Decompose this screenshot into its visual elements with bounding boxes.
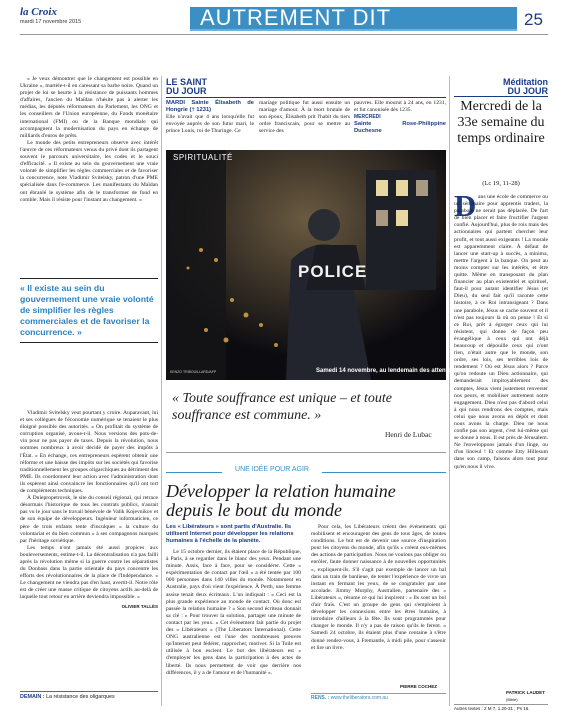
newspaper-logo: la Croix [20,6,57,18]
meditation-reference: (Lc 19, 11-28) [482,180,520,187]
paragraph: Le monde des petits entrepreneurs observe avec intérêt l'œuvre de ces réformateurs venus du privé dont ils partagent souvent le parcours universitaire, les codes et le souci d'efficacité. « Il existe au sein du gouvernement une vraie volonté de simplifier les règles commerciales et de favoriser la concurrence, note Vladimir Svitelsky, patron d'une PME spécialisée dans l'e-commerce. Les manifestants du Maïdan ont ébranlé le système afin de le transformer de fond en comble. Mais il résiste pour l'instant au changement. » [20,139,158,203]
meditation-text: ans une école de commerce ou un séminaire pour apprentis traders, la parabole ne serait pas déplacée. De l'art de bien placer et faire fructifier l'argent confié. Aujourd'hui, plus de rois mais des actionnaires qui partent chercher leur profit, et tout aussi exigeants ! La morale est apparemment claire. À défaut de lancer une start-up à succès, a minima, mettre l'argent à la banque. On peut au moins compter sur les intérêts, et être quitte. Même en transposant du plan financier au plan existentiel et spirituel, faut-il pour autant identifier Jésus (et Dieu), du seul fait qu'il raconte cette histoire, à ce Roi intransigeant ? Dans une parabole, Jésus se cache souvent et il n'est pas toujours là où on pense ! Et si ce Roi, prêt à égorger ceux qui lui résistent, qui donne de façon peu évangélique à ceux qui ont déjà beaucoup et dépouille ceux qui n'ont rien, n'était autre que le monde, son ordre, ses lois, ses terribles lois de rendement ? Où est Jésus alors ? Parce qu'on redoute un Dieu actionnaire, qui demanderait impitoyablement des comptes, Jésus vient justement renverser nos peurs, et mobiliser autrement notre engagement. Dieu n'est pas d'abord celui à qui nous rendrons des comptes, mais celui que nous avons en dépôt et dont nous avons la charge. Dieu ne nous confie pas son argent, c'est lui-même qui se donne à nous. Il est près de Jérusalem. Ne l'enveloppons jamais d'un linge, ou d'un linceul ! Et comme Etty Hillesum dans son camp, faisons alors tout pour qu'en nous il vive. [454,194,548,470]
meditation-bio: (Bible) [506,697,518,702]
drop-cap: D [454,188,477,223]
saint-day-label: MERCREDI [354,114,381,121]
photo-caption: Samedi 14 novembre, au lendemain des attentats. [316,368,459,374]
photo-credit: KENZO TRIBOUILLARD/AFP [170,370,217,374]
idea-col-1 [166,549,301,677]
left-article-top [20,76,158,204]
header-divider [20,34,548,35]
column-divider [161,76,162,706]
footer-text: La résistance des oligarques [46,694,115,700]
saint-col-1 [166,100,254,135]
saint-name: Sainte Élisabeth de Hongrie († 1231) [166,100,254,114]
column-divider [449,76,450,706]
footer-label: DEMAIN : [20,694,45,700]
citation-author: Henri de Lubac [385,430,432,439]
citation-text: « Toute souffrance est unique – et toute souffrance est commune. » [172,391,392,423]
article-author: OLIVIER TALLÈS [121,603,158,609]
meditation-footer: Autres textes : 2 M 7, 1.20-31 ; Ps 16. [454,704,548,711]
page-number: 25 [524,10,543,29]
idea-title: Développer la relation humaine depuis le bout du monde [166,481,396,520]
paragraph: Les temps n'ont jamais été aussi propices aux bouleversements, estime-t-il. La décentralisation n'a pas failli après la révolution même si la guerre contre les séparatistes du Donbass dans la partie orientale du pays concentre les efforts des révolutionnaires de la place de l'Indépendance. « Le changement ne viendra pas d'en haut, avertit-il. Notre rôle est de créer une masse critique de citoyens actifs au-delà de laquelle tout retour en arrière deviendra impossible. » [20,544,158,601]
paragraph: Vladimir Svitelsky veut pourtant y croire. Auparavant, lui et ses collègues de l'économie numérique se tenaient le plus éloigné possible des autorités. « On profitait du système de corruption organisé, avoue-t-il. Nous versions des pots-de-vin pour ne pas payer de taxes. Depuis la révolution, nous sommes nombreux à avoir décidé de payer des impôts à l'État. » En échange, ces entrepreneurs espèrent obtenir une réforme et une baisse des impôts sur les sociétés qui favorise traditionnellement les groupes oligarchiques au détriment des PME. Ils coordonnent leur action avec l'administration dont ils espèrent ainsi convaincre les fonctionnaires qu'il ont tort de compléments techniques. [20,410,158,495]
saint-subtitle: DU JOUR [166,87,446,98]
meditation-subtitle: DU JOUR [454,87,548,97]
saint-header [166,78,446,98]
saint-col-2 [259,100,350,135]
meditation-heading: Mercredi de la 33e semaine du temps ordinaire [457,99,545,146]
issue-date: mardi 17 novembre 2015 [20,19,82,25]
meditation-title: Méditation [503,77,548,87]
paragraph: Pour cela, les Libérateurs créent des événements qui mobilisent et encouragent des gens de tous âges, de toutes conditions. Le but est de devenir une source d'inspiration pour les citoyens du monde, afin qu'ils « créent eux-mêmes des actions de participation. Nous ne voulons pas obliger ou enrôler, faute donner naissance à de nouvelles opportunités », expliquent-ils. S'il s'agit par exemple de lancer un bal dans un train de banlieue, de tenter l'expérience de vivre un instant en fermant les yeux, de se congratuler par une accolade. Jimmy Murphy, Australien, partenaire des « Libérateurs », résume ce qui lui inspirent : « Ils sont un bol d'air frais. C'est un groupe de gens qui s'emploient à développer les connexions entre les êtres humains, à introduire d'ailleurs à la fête. Ils sont programmés pour changer le monde. Il n'y a pas de raison qu'ils le ferent. » Samedi 24 octobre, ils étaient plus d'une centaine à s'être donné rendez-vous, à Fremantle, à midi pile, pour s'asseoir et lire un livre. [311,524,446,651]
saint-text: Elle n'avait que 4 ans lorsqu'elle fut envoyée auprès de son futur mari, le prince Louis, roi de Thuringe. Ce [166,114,254,135]
idea-footer-link[interactable]: www.theliberators.com.au [330,695,388,701]
idea-label: UNE IDÉE POUR AGIR [222,466,322,473]
idea-signature: PIERRE COCHEZ [400,684,438,689]
paragraph: Le 15 octobre dernier, ils étaient place de la République, à Paris, à se regarder dans le blanc des yeux. Pendant une minute. Assis, face à face, pour se considérer. Cette « expérimentation de contact par l'œil » a été tentée par 100 000 personnes dans 140 villes du monde. Notamment en Australie, pays d'où vient l'expérience. À Perth, une femme assise tenait deux écriteaux. L'un indiquait : « Ceci est la plus grande expérience au monde de contact. Où donc est passée la relation humaine ? » Son second écriteau donnait sa clé : « Pour trouver la solution, partager une minute de contact par les yeux. » Cet événement fait partie du projet des « Libérateurs » (The Liberators International). Cette ONG australienne est l'une des nombreuses preuves qu'Internet peut fédérer, rapprocher, motiver. Si la Toile est utilisée à bon escient. Le but des libérateurs est « d'employer les gens dans la participation à des actes de liberté. Ils nous permettent de voir que derrière nos différences, il y a de l'amour et de l'humanité ». [166,549,301,676]
section-title: AUTREMENT DIT [200,5,392,30]
police-vest-text: POLICE [298,262,368,281]
paragraph: « Je veux démontrer que le changement est possible en Ukraine », martèle-t-il en caressant sa barbe noire. Quand un projet de loi se heurte à la résistance de puissants hommes d'affaires, l'ancien du Maïdan n'hésite pas à alerter les médias, les députés réformateurs du Parlement, les ONG et les conseillers de l'Union européenne, du Fonds monétaire international (FMI) ou de la Banque mondiale qui accompagnent la modernisation du pays en échange de milliards d'euros de prêts. [20,76,158,139]
saint-day-label: MARDI [166,100,185,106]
meditation-body [454,188,548,471]
saint-col-3 [354,100,446,135]
saint-text: pauvres. Elle mourut à 24 ans, en 1231, et fut canonisée dès 1235. [354,100,446,114]
saint-text: mariage politique fut aussi ensuite un mariage d'amour. À la mort brutale de son époux, Élisabeth prit l'habit du tiers ordre franciscain, pour se mettre au service des [259,100,350,135]
left-article-bottom [20,410,158,610]
news-photo [166,150,446,380]
idea-footer [311,693,446,701]
saint-title: LE SAINT [166,77,208,87]
paragraph: À Dniepropetrovsk, le site du conseil régional, qui retrace désormais l'historique de tous les contrats publics, n'aurait pas vu le jour sans le travail bénévole de Valik Kojevnikov et de son équipe de développeurs. Ingénieur informaticien, ce père de trois enfants tente d'inculquer « la culture du volontariat et du bien commun » à ses compagnons marqués par l'héritage soviétique. [20,495,158,544]
next-episode-footer [20,691,158,700]
photo-section-label: SPIRITUALITÉ [173,153,233,162]
pull-quote-text: « Il existe au sein du gouvernement une vraie volonté de simplifier les règles commerciales et de favoriser la concurrence. » [20,283,154,337]
idea-col-2 [311,524,446,652]
pull-quote [20,278,158,343]
saint-name: Sainte Rose-Philippine Duchesne [354,121,446,135]
idea-footer-label: RENS. : [311,695,330,701]
idea-lead: Les « Libérateurs » sont partis d'Australie. Ils utilisent Internet pour développer les relations humaines à l'échelle de la planète. [166,524,294,544]
meditation-signature: PATRICK LAUDET [506,690,545,695]
